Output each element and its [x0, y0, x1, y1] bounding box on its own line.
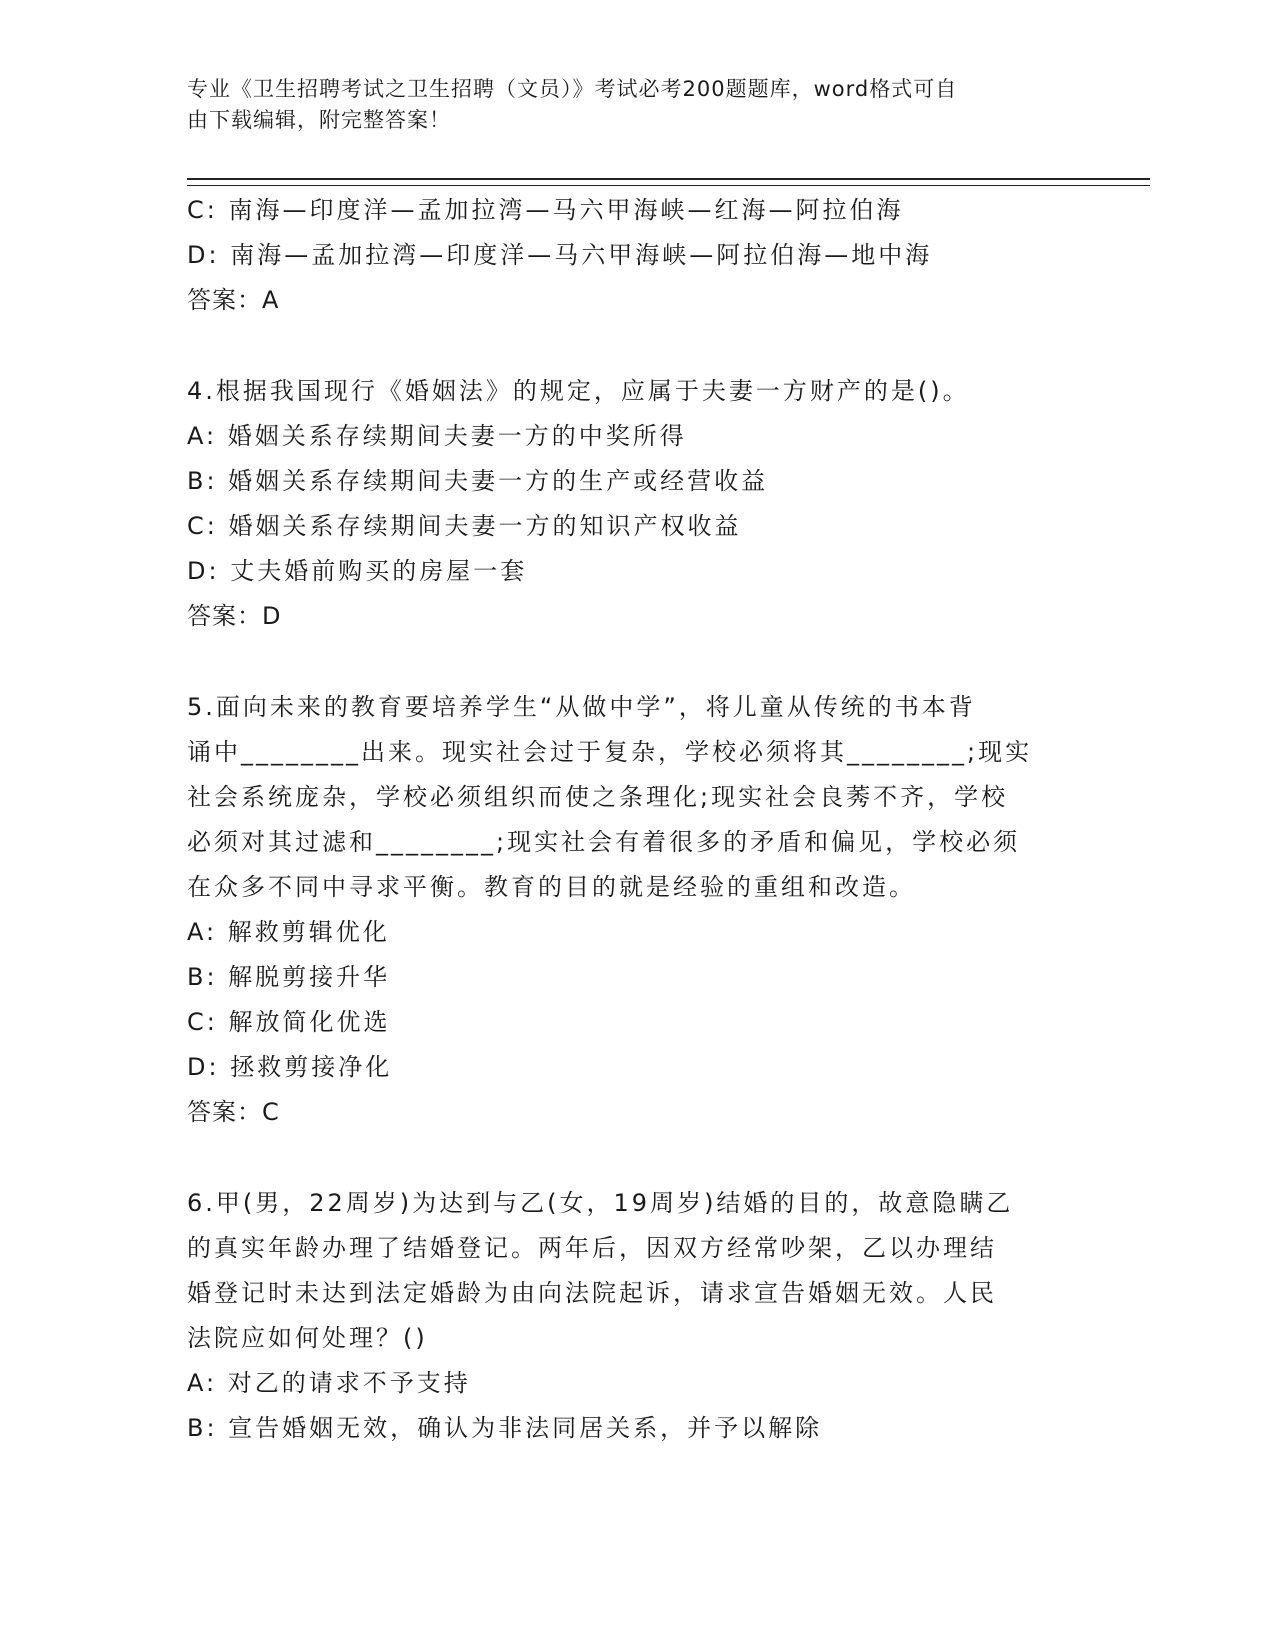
question-5: [187, 685, 1077, 1135]
spacer: [187, 323, 1077, 369]
option-a: A: 婚姻关系存续期间夫妻一方的中奖所得: [187, 422, 687, 450]
question-stem-line: 必须对其过滤和________;现实社会有着很多的矛盾和偏见，学校必须: [187, 828, 1021, 856]
answer-text: 答案：D: [187, 602, 282, 630]
option-b: B: 宣告婚姻无效，确认为非法同居关系，并予以解除: [187, 1414, 823, 1442]
option-c: C: 解放简化优选: [187, 1008, 391, 1036]
question-stem: 4.根据我国现行《婚姻法》的规定，应属于夫妻一方财产的是()。: [187, 377, 970, 405]
question-stem-line: 6.甲(男，22周岁)为达到与乙(女，19周岁)结婚的目的，故意隐瞒乙: [187, 1189, 1014, 1217]
question-4: [187, 369, 1077, 639]
question-list: [187, 188, 1077, 1451]
question-stem-line: 婚登记时未达到法定婚龄为由向法院起诉，请求宣告婚姻无效。人民: [187, 1279, 997, 1307]
answer-text: 答案：C: [187, 1098, 280, 1126]
header-divider-thick: [187, 178, 1150, 180]
question-6: [187, 1181, 1077, 1451]
spacer: [187, 1135, 1077, 1181]
answer-text: 答案：A: [187, 286, 280, 314]
option-c: C: 婚姻关系存续期间夫妻一方的知识产权收益: [187, 512, 742, 540]
option-d: D: 拯救剪接净化: [187, 1053, 393, 1081]
question-stem-line: 5.面向未来的教育要培养学生“从做中学”，将儿童从传统的书本背: [187, 693, 976, 721]
question-stem-line: 诵中________出来。现实社会过于复杂，学校必须将其________;现实: [187, 738, 1033, 766]
document-header: [187, 74, 1067, 136]
option-a: A: 解救剪辑优化: [187, 918, 390, 946]
header-line-2: 由下载编辑，附完整答案！: [187, 108, 451, 132]
question-stem-line: 的真实年龄办理了结婚登记。两年后，因双方经常吵架，乙以办理结: [187, 1234, 997, 1262]
question-stem-line: 社会系统庞杂，学校必须组织而使之条理化;现实社会良莠不齐，学校: [187, 783, 1009, 811]
question-3: [187, 188, 1077, 323]
header-line-1: 专业《卫生招聘考试之卫生招聘（文员）》考试必考200题题库，word格式可自: [187, 77, 958, 101]
question-stem-line: 法院应如何处理？(): [187, 1324, 428, 1352]
option-a: A: 对乙的请求不予支持: [187, 1369, 471, 1397]
header-divider-thin: [187, 185, 1150, 186]
option-b: B: 婚姻关系存续期间夫妻一方的生产或经营收益: [187, 467, 769, 495]
option-d: D: 南海—孟加拉湾—印度洋—马六甲海峡—阿拉伯海—地中海: [187, 241, 933, 269]
option-b: B: 解脱剪接升华: [187, 963, 391, 991]
spacer: [187, 639, 1077, 685]
option-d: D: 丈夫婚前购买的房屋一套: [187, 557, 528, 585]
question-stem-line: 在众多不同中寻求平衡。教育的目的就是经验的重组和改造。: [187, 873, 916, 901]
option-c: C: 南海—印度洋—孟加拉湾—马六甲海峡—红海—阿拉伯海: [187, 196, 904, 224]
